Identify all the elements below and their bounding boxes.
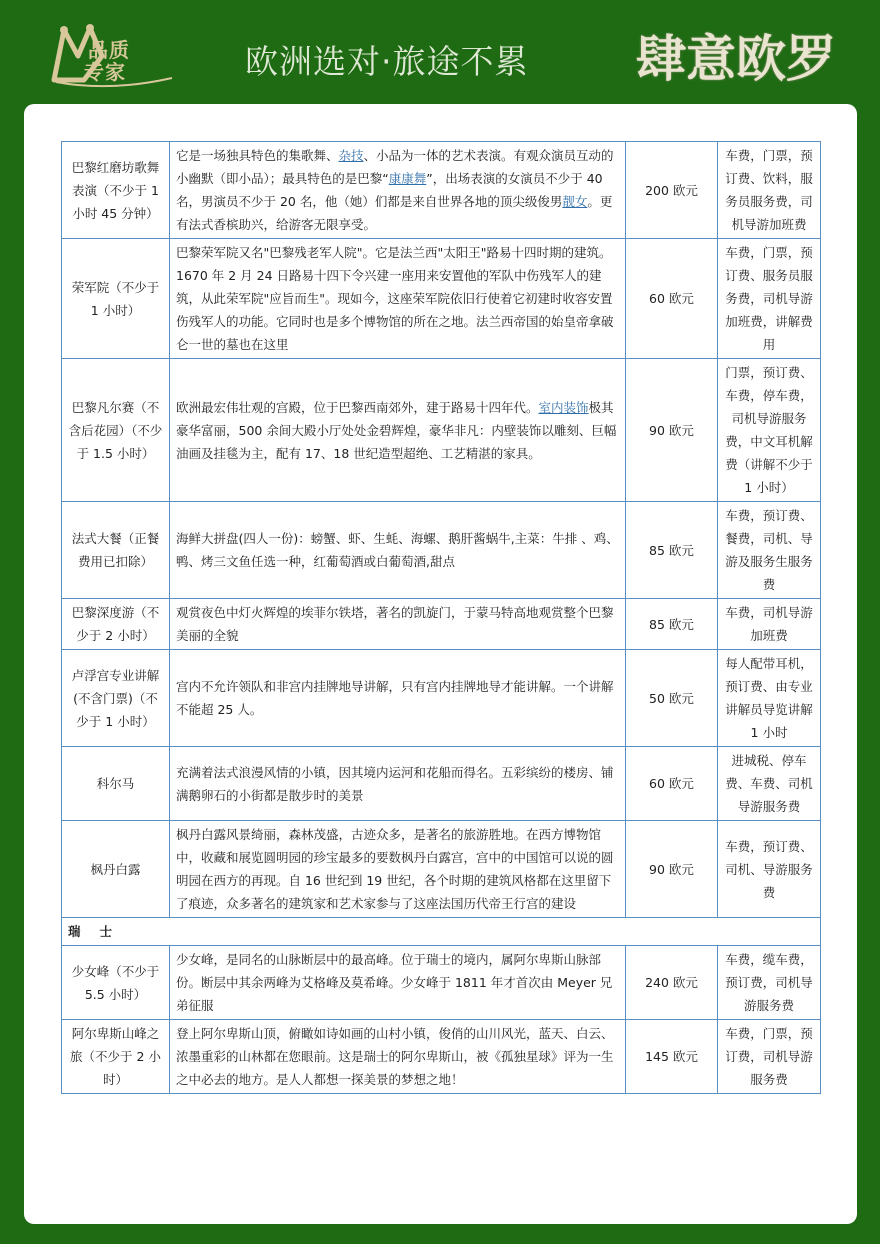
excursion-price: 60 欧元 — [626, 239, 718, 359]
description-text: 欧洲最宏伟壮观的宫殿，位于巴黎西南郊外，建于路易十四年代。 — [176, 399, 539, 415]
page-header — [0, 0, 880, 104]
excursion-price: 85 欧元 — [626, 599, 718, 650]
table-row — [62, 142, 821, 239]
excursion-price: 90 欧元 — [626, 359, 718, 502]
table-row — [62, 359, 821, 502]
description-text: 。更有法式香槟助兴，给游客无限享受。 — [176, 194, 613, 232]
excursion-price: 90 欧元 — [626, 821, 718, 918]
excursion-name: 阿尔卑斯山峰之旅（不少于 2 小时） — [62, 1020, 170, 1094]
excursion-includes: 车费，预订费、司机、导游服务费 — [718, 821, 821, 918]
excursion-description — [170, 142, 626, 239]
excursion-name: 巴黎红磨坊歌舞表演（不少于 1 小时 45 分钟） — [62, 142, 170, 239]
excursion-name: 卢浮宫专业讲解(不含门票)（不少于 1 小时） — [62, 650, 170, 747]
description-text: 充满着法式浪漫风情的小镇，因其境内运河和花船而得名。五彩缤纷的楼房、铺满鹅卵石的小街都是散步时的美景 — [176, 764, 614, 803]
table-row — [62, 599, 821, 650]
excursion-description — [170, 1020, 626, 1094]
content-panel — [24, 104, 857, 1224]
excursion-table — [61, 141, 821, 1094]
excursion-name: 巴黎深度游（不少于 2 小时） — [62, 599, 170, 650]
excursion-price: 200 欧元 — [626, 142, 718, 239]
excursion-description — [170, 599, 626, 650]
description-link[interactable]: 杂技 — [338, 148, 364, 163]
description-text: 、小品为一体的艺术表演。有观众演员互动的小幽默（即小品）；最具特色的是巴黎“ — [176, 148, 614, 186]
excursion-description — [170, 650, 626, 747]
description-text: ”，出场表演的女演员不少于 40 名，男演员不少于 20 名，他（她）们都是来自世界各地的顶尖级俊男 — [176, 171, 603, 209]
table-row — [62, 502, 821, 599]
section-title-left: 瑞 — [68, 924, 82, 939]
excursion-price: 60 欧元 — [626, 747, 718, 821]
logo-line-2: 专家 — [84, 60, 126, 84]
section-title — [62, 918, 821, 946]
excursion-price: 240 欧元 — [626, 946, 718, 1020]
excursion-description — [170, 747, 626, 821]
table-row — [62, 239, 821, 359]
excursion-price: 50 欧元 — [626, 650, 718, 747]
table-row — [62, 1020, 821, 1094]
excursion-name: 少女峰（不少于 5.5 小时） — [62, 946, 170, 1020]
excursion-price: 85 欧元 — [626, 502, 718, 599]
excursion-description — [170, 502, 626, 599]
excursion-description — [170, 946, 626, 1020]
excursion-description — [170, 359, 626, 502]
brand-logo — [50, 22, 180, 90]
header-brand-title: 肆意欧罗 — [636, 30, 836, 88]
description-text: 登上阿尔卑斯山顶，俯瞰如诗如画的山村小镇，俊俏的山川风光，蓝天、白云、浓墨重彩的山林都在您眼前。这是瑞士的阿尔卑斯山，被《孤独星球》评为一生之中必去的地方。是人人都想一探美景的梦想之地！ — [176, 1026, 614, 1087]
excursion-price: 145 欧元 — [626, 1020, 718, 1094]
excursion-name: 枫丹白露 — [62, 821, 170, 918]
excursion-name: 法式大餐（正餐费用已扣除） — [62, 502, 170, 599]
section-row-switzerland — [62, 918, 821, 946]
excursion-includes: 车费，门票，预订费、服务员服务费，司机导游加班费，讲解费用 — [718, 239, 821, 359]
description-text: 巴黎荣军院又名"巴黎残老军人院"。它是法兰西"太阳王"路易十四时期的建筑。1670 年 2 月 24 日路易十四下令兴建一座用来安置他的军队中伤残军人的建筑，从此荣军院"应旨而生"。现如今，这座荣军院依旧行使着它初建时收容安置伤残军人的功能。它同时也是多个博物馆的所在之地。法兰西帝国的始皇帝拿破仑一世的墓也在这里 — [176, 245, 614, 352]
excursion-includes: 每人配带耳机，预订费、由专业讲解员导览讲解 1 小时 — [718, 650, 821, 747]
excursion-description — [170, 821, 626, 918]
description-link[interactable]: 康康舞 — [388, 171, 427, 186]
excursion-includes: 车费，预订费、餐费，司机、导游及服务生服务费 — [718, 502, 821, 599]
description-text: 宫内不允许领队和非宫内挂牌地导讲解，只有宫内挂牌地导才能讲解。一个讲解不能超 25 人。 — [176, 679, 614, 717]
excursion-name: 巴黎凡尔赛（不含后花园）（不少于 1.5 小时） — [62, 359, 170, 502]
excursion-includes: 车费，门票，预订费，司机导游服务费 — [718, 1020, 821, 1094]
description-text: 它是一场独具特色的集歌舞、 — [176, 148, 339, 163]
excursion-includes: 门票，预订费、车费，停车费，司机导游服务费，中文耳机解费（讲解不少于 1 小时） — [718, 359, 821, 502]
description-text: 海鲜大拼盘(四人一份)：螃蟹、虾、生蚝、海螺、鹅肝酱蜗牛,主菜：牛排 、鸡、鸭、烤三文鱼任选一种，红葡萄酒或白葡萄酒,甜点 — [176, 531, 619, 569]
excursion-name: 科尔马 — [62, 747, 170, 821]
table-row — [62, 946, 821, 1020]
description-text: 极其豪华富丽，500 余间大殿小厅处处金碧辉煌，豪华非凡：内壁装饰以雕刻、巨幅油画及挂毯为主，配有 17、18 世纪造型超绝、工艺精湛的家具。 — [176, 399, 617, 461]
table-row — [62, 650, 821, 747]
section-title-right: 士 — [99, 924, 114, 939]
excursion-includes: 进城税、停车费、车费、司机导游服务费 — [718, 747, 821, 821]
description-text: 少女峰，是同名的山脉断层中的最高峰。位于瑞士的境内，属阿尔卑斯山脉部份。断层中其余两峰为艾格峰及莫希峰。少女峰于 1811 年才首次由 Meyer 兄弟征服 — [176, 952, 613, 1013]
table-row — [62, 747, 821, 821]
logo-line-1: 品质 — [88, 38, 130, 62]
description-link[interactable]: 靓女 — [562, 194, 588, 209]
excursion-includes: 车费，司机导游加班费 — [718, 599, 821, 650]
excursion-includes: 车费，门票，预订费、饮料，服务员服务费，司机导游加班费 — [718, 142, 821, 239]
header-slogan: 欧洲选对·旅途不累 — [245, 42, 529, 81]
excursion-description — [170, 239, 626, 359]
description-link[interactable]: 室内装饰 — [538, 399, 589, 415]
excursion-name: 荣军院（不少于 1 小时） — [62, 239, 170, 359]
excursion-includes: 车费，缆车费，预订费，司机导游服务费 — [718, 946, 821, 1020]
table-row — [62, 821, 821, 918]
description-text: 枫丹白露风景绮丽，森林茂盛，古迹众多，是著名的旅游胜地。在西方博物馆中，收藏和展览圆明园的珍宝最多的要数枫丹白露宫，宫中的中国馆可以说的圆明园在西方的再现。自 16 世纪到 19 世纪，各个时期的建筑风格都在这里留下了痕迹，众多著名的建筑家和艺术家参与了这座法国历代帝王行宫的建设 — [176, 827, 614, 911]
description-text: 观赏夜色中灯火辉煌的埃菲尔铁塔，著名的凯旋门，于蒙马特高地观赏整个巴黎美丽的全貌 — [176, 605, 614, 643]
